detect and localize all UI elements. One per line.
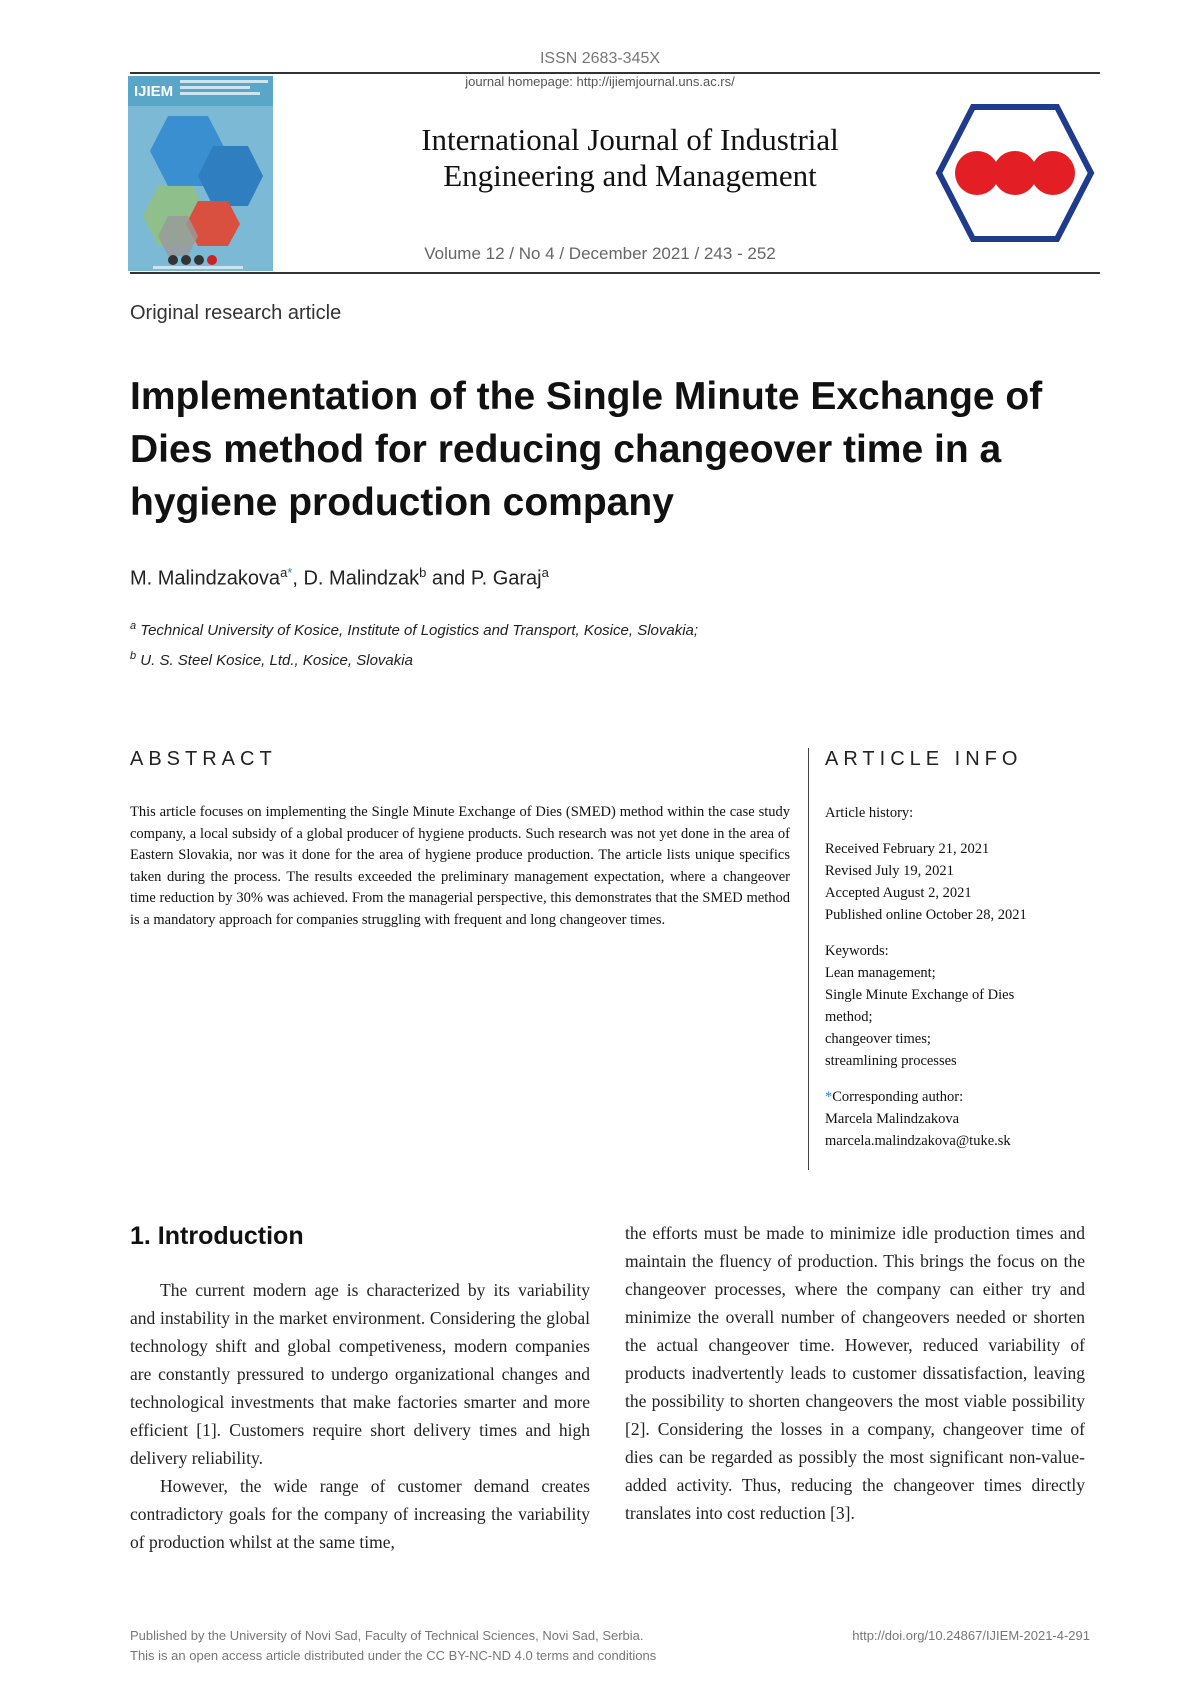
author-affiliation-marker: a — [280, 565, 288, 580]
keyword: Single Minute Exchange of Dies — [825, 987, 1015, 1003]
history-label: Article history: — [825, 805, 914, 821]
corresponding-author-star[interactable]: * — [287, 565, 293, 580]
author-name: D. Malindzak — [303, 567, 420, 590]
affiliation-marker: b — [130, 650, 137, 662]
journal-title-line2: Engineering and Management — [443, 158, 817, 193]
revised-date: Revised July 19, 2021 — [825, 863, 954, 879]
author-name: M. Malindzakova — [130, 567, 281, 590]
author-name: P. Garaj — [470, 567, 542, 590]
paragraph: The current modern age is characterized by its variability and instability in the market environment. Considering the global technology shift and global competiveness, modern companies are constantly pressured to undergo organizational changes and technological investments that make factories smarter and more efficient [1]. Customers require short delivery times and high delivery reliability. — [130, 1280, 590, 1468]
affiliation-text: Technical University of Kosice, Institute of Logistics and Transport, Kosice, Slovakia; — [140, 622, 699, 639]
author-affiliation-marker: a — [541, 565, 549, 580]
column-divider — [808, 748, 809, 1170]
cover-artwork — [128, 76, 273, 271]
volume-issue-line: Volume 12 / No 4 / December 2021 / 243 - 252 — [424, 244, 776, 263]
paragraph: However, the wide range of customer demand creates contradictory goals for the company of increasing the variability of production whilst at the same time, — [130, 1476, 590, 1552]
cover-logo-text: IJIEM — [134, 83, 174, 100]
logo-circle — [955, 151, 999, 195]
article-type: Original research article — [130, 302, 342, 324]
abstract-heading: ABSTRACT — [130, 748, 277, 770]
author-affiliation-marker: b — [419, 565, 427, 580]
affiliation — [130, 650, 413, 669]
journal-logo-icon — [935, 103, 1095, 243]
paragraph: the efforts must be made to minimize idle production times and maintain the fluency of production. This brings the focus on the changeover processes, where the company can either try and minimize the overall number of changeovers needed or shorten the actual changeover time. However, reduced variability of products inadvertently leads to customer dissatisfaction, leaving the possibility to shorten changeovers the most viable possibility [2]. Considering the losses in a company, changeover time of dies can be regarded as possibly the most significant non-value-added activity. Thus, reducing the changeover times directly translates into cost reduction [3]. — [625, 1223, 1085, 1523]
corresponding-author-name: Marcela Malindzakova — [825, 1111, 960, 1127]
logo-circle — [993, 151, 1037, 195]
author-separator: and — [426, 567, 471, 590]
corresponding-label-text: Corresponding author: — [832, 1089, 964, 1105]
keywords-label: Keywords: — [825, 943, 889, 959]
article-info — [825, 802, 1105, 1152]
article-info-heading: ARTICLE INFO — [825, 748, 1023, 770]
corresponding-star: * — [825, 1089, 833, 1105]
article-title: Implementation of the Single Minute Exchange of Dies method for reducing changeover time in a hygiene production company — [130, 375, 1043, 524]
author-separator: , — [292, 567, 304, 590]
abstract-text: This article focuses on implementing the Single Minute Exchange of Dies (SMED) method within the case study company, a local subsidy of a global producer of hygiene products. Such research was not yet done in the area of Eastern Slovakia, nor was it done for the area of hygiene produce production. The article lists unique specifics taken during the process. The results exceeded the preliminary management expectation, where a changeover time reduction by 30% was achieved. From the managerial perspective, this demonstrates that the SMED method is a mandatory approach for companies struggling with frequent and long changeover times. — [130, 804, 790, 928]
received-date: Received February 21, 2021 — [825, 841, 990, 857]
journal-title — [290, 122, 970, 194]
journal-cover-image — [128, 76, 273, 271]
keyword: streamlining processes — [825, 1053, 957, 1069]
license-note[interactable]: This is an open access article distributed under the CC BY-NC-ND 4.0 terms and conditions — [130, 1648, 657, 1663]
affiliation — [130, 620, 698, 639]
affiliation-text: U. S. Steel Kosice, Ltd., Kosice, Slovakia — [140, 652, 413, 669]
accepted-date: Accepted August 2, 2021 — [825, 885, 972, 901]
affiliation-marker: a — [130, 620, 137, 632]
logo-circle — [1031, 151, 1075, 195]
introduction-column-right — [625, 1219, 1085, 1527]
author-list — [130, 565, 549, 591]
journal-homepage-link[interactable]: journal homepage: http://ijiemjournal.uns.ac.rs/ — [465, 74, 735, 89]
keyword: changeover times; — [825, 1031, 931, 1047]
introduction-column-left — [130, 1276, 590, 1556]
publisher-note: Published by the University of Novi Sad, Faculty of Technical Sciences, Novi Sad, Serbia. — [130, 1628, 644, 1643]
doi-link[interactable]: http://doi.org/10.24867/IJIEM-2021-4-291 — [852, 1628, 1090, 1643]
journal-title-line1: International Journal of Industrial — [421, 122, 839, 157]
introduction-heading: 1. Introduction — [130, 1222, 304, 1250]
header-bottom-rule — [130, 272, 1100, 274]
published-date: Published online October 28, 2021 — [825, 907, 1027, 923]
keyword: Lean management; — [825, 965, 936, 981]
issn: ISSN 2683-345X — [539, 50, 661, 67]
corresponding-author-label — [825, 1086, 1105, 1108]
corresponding-author-email[interactable]: marcela.malindzakova@tuke.sk — [825, 1133, 1011, 1149]
keyword: method; — [825, 1009, 873, 1025]
